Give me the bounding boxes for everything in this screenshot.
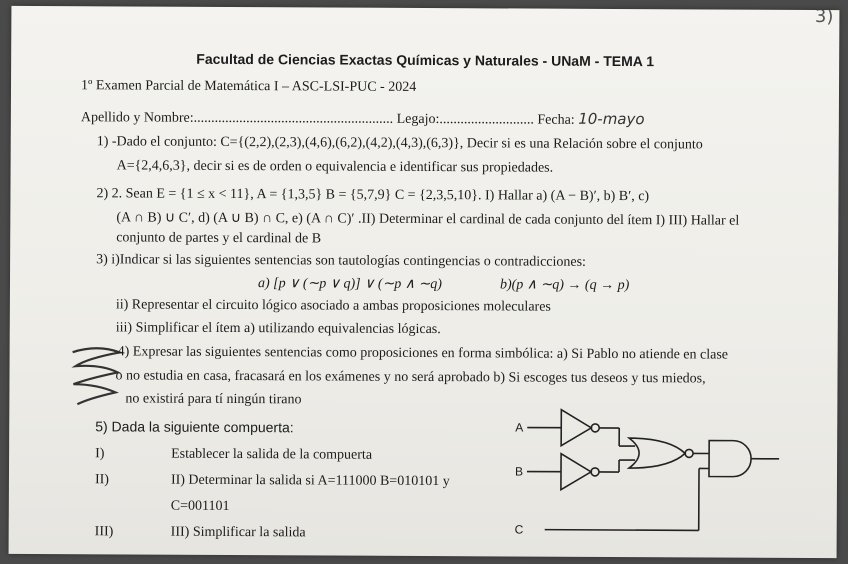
- q5-heading: 5) Dada la siguiente compuerta:: [95, 418, 294, 436]
- fecha-handwritten: 10-mayo: [578, 109, 645, 129]
- q3-formula-a: a) [p ∨ (∼p ∨ q)] ∨ (∼p ∧ ∼q): [257, 276, 442, 293]
- input-label-c: C: [514, 522, 524, 537]
- logic-circuit-diagram: [509, 403, 800, 555]
- input-label-b: B: [514, 464, 524, 479]
- q1-line-2: A={2,4,6,3}, decir si es de orden o equivalencia e identificar sus propiedades.: [116, 158, 554, 176]
- q4-line-1: 4) Expresar las siguientes sentencias como proposiciones en forma simbólica: a) Si Pablo no atiende en clase: [117, 344, 729, 363]
- or-bubble: [685, 449, 693, 457]
- input-label-a: A: [515, 420, 524, 435]
- legajo-label: Legajo:: [396, 111, 440, 128]
- fecha-label: Fecha:: [537, 112, 575, 128]
- q5-item-II-cont: C=001101: [170, 498, 230, 514]
- q4-line-2: o no estudia en casa, fracasará en los exámenes y no será aprobado b) Si escoges tus deseos y tus miedos,: [115, 368, 706, 387]
- exam-title: Facultad de Ciencias Exactas Químicas y Naturales - UNaM - TEMA 1: [196, 50, 655, 70]
- q1-line-1: 1) -Dado el conjunto: C={(2,2),(2,3),(4,6),(6,2),(4,2),(4,3),(6,3)}, Decir si es una Relación sobre el conjunto: [96, 134, 703, 153]
- q5-item-III-num: III): [94, 524, 114, 540]
- q4-line-3: no existirá para tí ningún tirano: [125, 391, 302, 408]
- q5-item-II-text: II) Determinar la salida si A=111000 B=010101 y: [170, 472, 450, 490]
- not-gate-b: [561, 454, 591, 490]
- and-gate: [709, 440, 751, 476]
- q2-line-3: conjunto de partes y el cardinal de B: [116, 230, 322, 247]
- q5-item-I-num: I): [95, 446, 105, 462]
- q3-item-iii: iii) Simplificar el ítem a) utilizando equivalencias lógicas.: [115, 320, 441, 338]
- or-gate: [629, 438, 685, 468]
- name-blank: .......................................................: [200, 110, 394, 127]
- q3-line-1: 3) i)Indicar si las siguientes sentencias son tautologías contingencias o contradicciones:: [96, 252, 587, 270]
- exam-paper: [9, 6, 840, 558]
- logic-circuit: [509, 403, 800, 555]
- q5-item-I-text: Establecer la salida de la compuerta: [171, 446, 373, 463]
- student-info-line: [81, 107, 645, 129]
- corner-mark: 3): [814, 6, 834, 28]
- not-gate-a: [561, 410, 591, 446]
- q5-item-II-num: II): [94, 472, 109, 488]
- name-label: Apellido y Nombre:..: [80, 110, 201, 126]
- q2-line-1: 2) 2. Sean E = {1 ≤ x < 11}, A = {1,3,5} B = {5,7,9} C = {2,3,5,10}. I) Hallar a) (A − B)′, b) B′, c): [96, 186, 650, 205]
- q3-item-ii: ii) Representar el circuito lógico asociado a ambas proposiciones moleculares: [115, 297, 551, 315]
- wire-c: [545, 530, 699, 531]
- exam-subtitle: 1º Examen Parcial de Matemática I – ASC-LSI-PUC - 2024: [80, 78, 417, 95]
- q5-item-III-text: III) Simplificar la salida: [170, 524, 306, 541]
- legajo-blank: ...........................: [439, 112, 534, 128]
- q3-formula-b: b)(p ∧ ∼q) → (q → p): [499, 277, 630, 294]
- q2-line-2: (A ∩ B) ∪ C′, d) (A ∪ B) ∩ C, e) (A ∩ C)′ .II) Determinar el cardinal de cada conjunto del ítem I) III) Hallar el: [116, 210, 740, 229]
